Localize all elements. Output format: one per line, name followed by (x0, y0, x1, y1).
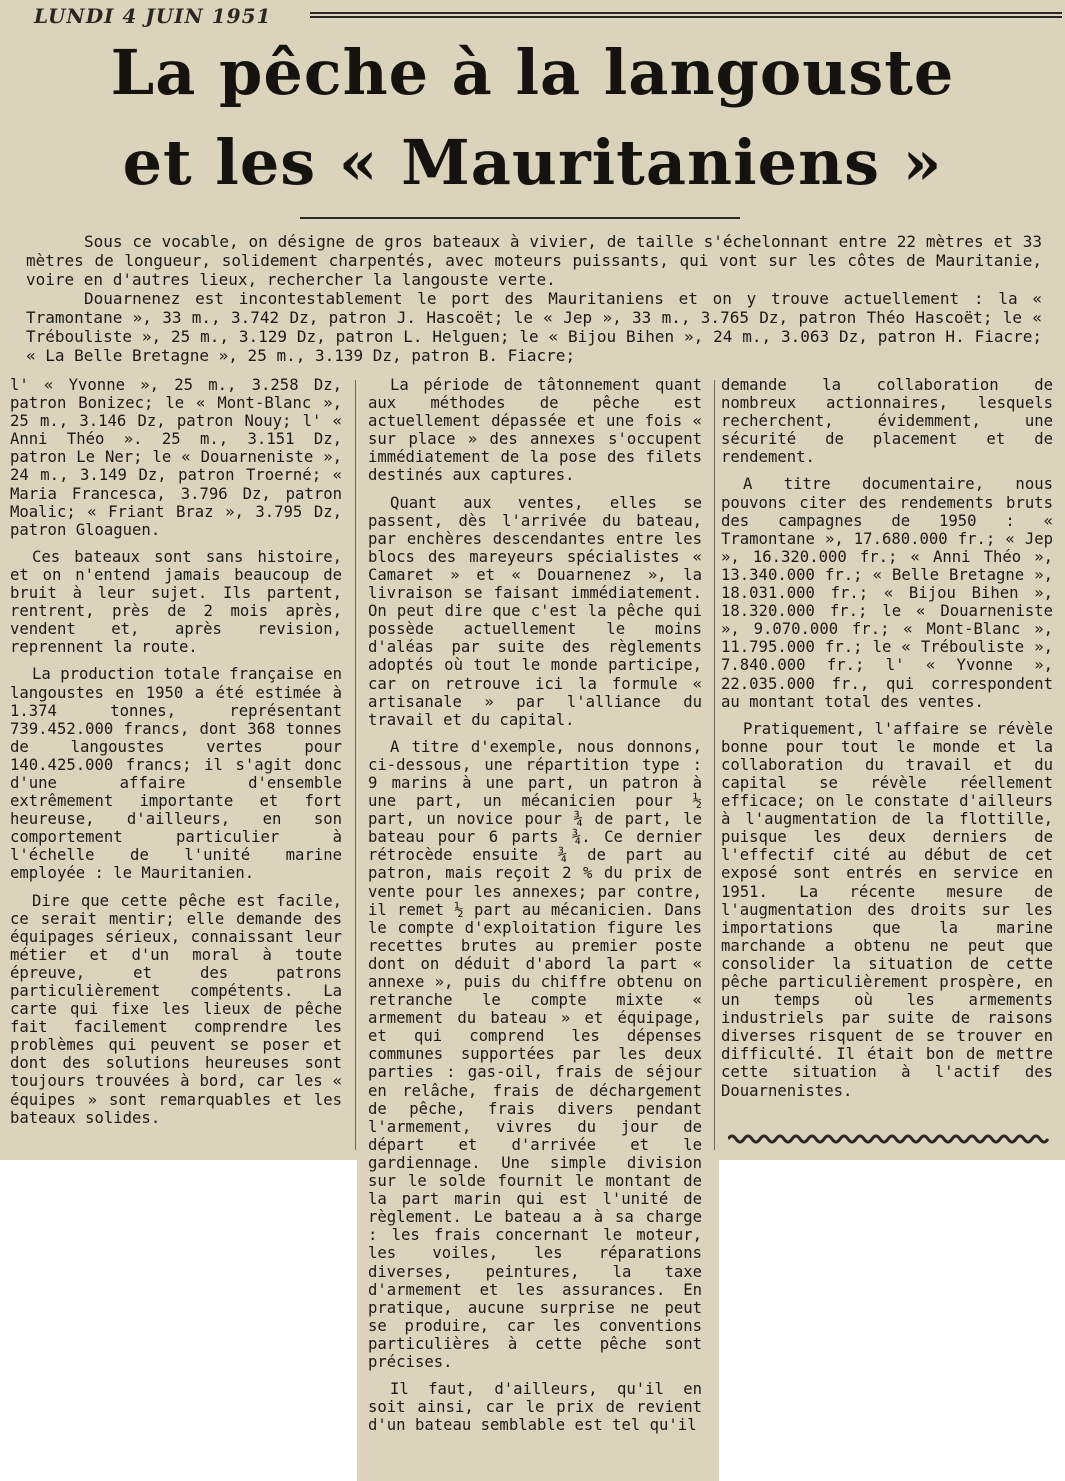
paragraph: A titre d'exemple, nous donnons, ci-dessous, une répartition type : 9 marins à une part, un patron à une part, un mécanicien pour ½ part, un novice pour ¾ de part, le bateau pour 6 parts ¾. Ce dernier rétrocède ensuite ¾ de part au patron, mais reçoit 2 % du prix de vente pour les annexes; par contre, il remet ½ part au mécanicien. Dans le compte d'exploitation figure les recettes brutes au premier poste dont on déduit d'abord la part « annexe », puis du chiffre obtenu on retranche le compte mixte « armement du bateau » et équipage, et qui comprend les dépenses communes supportées par les deux parties : gas-oil, frais de séjour en relâche, frais de déchargement de pêche, frais divers pendant l'armement, vivres du jour de départ et d'arrivée et le gardiennage. Une simple division sur le solde fournit le montant de la part marin qui est l'unité de règlement. Le bateau a à sa charge : les frais concernant le moteur, les voiles, les réparations diverses, peintures, la taxe d'armement et les assurances. En pratique, aucune surprise ne peut se produire, car les conventions particulières à cette pêche sont précises. (368, 737, 702, 1371)
paragraph: l' « Yvonne », 25 m., 3.258 Dz, patron Bonizec; le « Mont-Blanc », 25 m., 3.146 Dz, patron Nouy; l' « Anni Théo ». 25 m., 3.151 Dz, patron Le Ner; le « Douarneniste », 24 m., 3.149 Dz, patron Troerné; « Maria Francesca, 3.796 Dz, patron Moalic; « Friant Braz », 3.795 Dz, patron Gloaguen. (10, 376, 342, 539)
lead-paragraph: Sous ce vocable, on désigne de gros bateaux à vivier, de taille s'échelonnant entre 22 mètres et 33 mètres de longueur, solidement charpentés, avec moteurs puissants, qui vont sur les côtes de Mauritanie, voire en d'autres lieux, rechercher la langouste verte. (26, 232, 1042, 289)
end-ornament (728, 1132, 1050, 1146)
paragraph: La période de tâtonnement quant aux méthodes de pêche est actuellement dépassée et une fois « sur place » des annexes s'occupent immédiatement de la pose des filets destinés aux captures. (368, 376, 702, 485)
paragraph: Il faut, d'ailleurs, qu'il en soit ainsi, car le prix de revient d'un bateau semblable est tel qu'il (368, 1380, 702, 1435)
headline-rule (300, 217, 740, 219)
lead-paragraphs (26, 232, 1042, 365)
paragraph: Pratiquement, l'affaire se révèle bonne pour tout le monde et la collaboration du travail et du capital se révèle réellement efficace; on le constate d'ailleurs à l'augmentation de la flottille, puisque les deux derniers de l'effectif cité au début de cet exposé sont entrés en service en 1951. La récente mesure de l'augmentation des droits sur les importations que la marine marchande a obtenu ne peut que consolider la situation de cette pêche particulièrement prospère, en un temps où les armements industriels par suite de raisons diverses risquent de se trouver en difficulté. Il était bon de mettre cette situation à l'actif des Douarnenistes. (721, 719, 1053, 1100)
paragraph: Quant aux ventes, elles se passent, dès l'arrivée du bateau, par enchères descendantes entre les blocs des mareyeurs spécialistes « Camaret » et « Douarnenez », la livraison se faisant immédiatement. On peut dire que c'est la pêche qui possède actuellement le moins d'aléas par suite des règlements adoptés où tout le monde participe, car on retrouve ici la formule « artisanale » par l'alliance du travail et du capital. (368, 493, 702, 729)
paragraph: Ces bateaux sont sans histoire, et on n'entend jamais beaucoup de bruit à leur sujet. Ils partent, rentrent, près de 2 mois après, vendent et, après revision, reprennent la route. (10, 547, 342, 657)
column-rule (714, 380, 715, 1150)
headline-line-2: et les « Mauritaniens » (122, 126, 943, 199)
column-rule (355, 380, 356, 1150)
dateline: LUNDI 4 JUIN 1951 (34, 4, 272, 28)
paragraph: demande la collaboration de nombreux actionnaires, lesquels recherchent, évidemment, une sécurité de placement et de rendement. (721, 376, 1053, 467)
headline-line-1: La pêche à la langouste (110, 36, 955, 109)
lead-paragraph: Douarnenez est incontestablement le port des Mauritaniens et on y trouve actuellement : la « Tramontane », 33 m., 3.742 Dz, patron J. Hascoët; le « Jep », 33 m., 3.765 Dz, patron Théo Hascoët; le « Trébouliste », 25 m., 3.129 Dz, patron L. Helguen; le « Bijou Bihen », 24 m., 3.063 Dz, patron H. Fiacre; « La Belle Bretagne », 25 m., 3.139 Dz, patron B. Fiacre; (26, 289, 1042, 365)
date-rule (310, 12, 1062, 18)
column-2 (368, 376, 702, 1443)
column-3 (721, 376, 1053, 1109)
paragraph: Dire que cette pêche est facile, ce serait mentir; elle demande des équipages sérieux, connaissant leur métier et d'un moral à toute épreuve, et des patrons particulièrement compétents. La carte qui fixe les lieux de pêche fait facilement comprendre les problèmes qui peuvent se poser et dont des solutions heureuses sont toujours trouvées à bord, car les « équipes » sont remarquables et les bateaux solides. (10, 891, 342, 1127)
paragraph: La production totale française en langoustes en 1950 a été estimée à 1.374 tonnes, représentant 739.452.000 francs, dont 368 tonnes de langoustes vertes pour 140.425.000 francs; il s'agit donc d'une affaire d'ensemble extrêmement importante et fort heureuse, d'ailleurs, en son comportement particulier à l'échelle de l'unité marine employée : le Mauritanien. (10, 665, 342, 883)
paragraph: A titre documentaire, nous pouvons citer des rendements bruts des campagnes de 1950 : « Tramontane », 17.680.000 fr.; « Jep », 16.320.000 fr.; « Anni Théo », 13.340.000 fr.; « Belle Bretagne », 18.031.000 fr.; « Bijou Bihen », 18.320.000 fr.; le « Douarneniste », 9.070.000 fr.; « Mont-Blanc », 11.795.000 fr.; le « Trébouliste », 7.840.000 fr.; l' « Yvonne », 22.035.000 fr., qui correspondent au montant total des ventes. (721, 475, 1053, 711)
column-1 (10, 376, 342, 1136)
